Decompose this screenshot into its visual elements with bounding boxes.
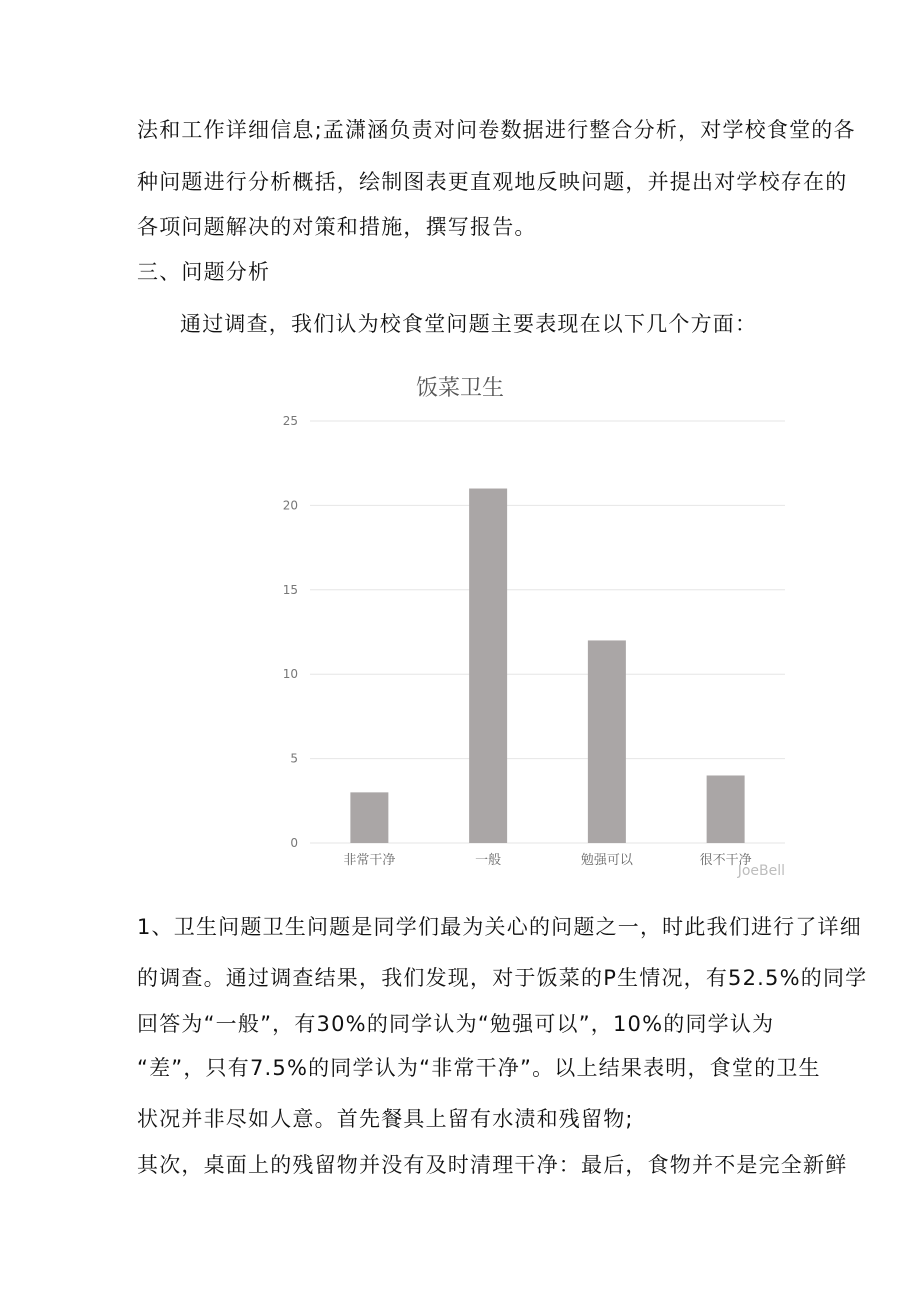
bar-chart bbox=[260, 365, 800, 885]
bar bbox=[588, 640, 626, 843]
y-tick-label: 5 bbox=[290, 751, 298, 766]
bar bbox=[350, 792, 388, 843]
x-tick-label: 勉强可以 bbox=[580, 853, 633, 868]
paragraph-line: 1、卫生问题卫生问题是同学们最为关心的问题之一，时此我们进行了详细 bbox=[137, 915, 862, 939]
paragraph-line: 状况并非尽如人意。首先餐具上留有水渍和残留物; bbox=[137, 1107, 634, 1131]
paragraph-line: 各项问题解决的对策和措施，撰写报告。 bbox=[137, 215, 537, 239]
x-tick-label: 一般 bbox=[475, 853, 502, 868]
y-tick-label: 25 bbox=[282, 414, 298, 428]
y-tick-label: 0 bbox=[290, 836, 298, 850]
y-tick-label: 20 bbox=[282, 498, 298, 513]
chart-bars bbox=[350, 489, 744, 843]
intro-text: 通过调查，我们认为校食堂问题主要表现在以下几个方面： bbox=[180, 312, 758, 336]
paragraph-line: 的调查。通过调查结果，我们发现，对于饭菜的P生情况，有52.5%的同学 bbox=[137, 966, 868, 990]
bar bbox=[469, 489, 507, 843]
x-tick-label: 很不干净 bbox=[699, 853, 752, 868]
paragraph-line: “差”，只有7.5%的同学认为“非常干净”。以上结果表明，食堂的卫生 bbox=[137, 1056, 821, 1080]
section-heading: 三、问题分析 bbox=[137, 260, 271, 284]
paragraph-line: 其次，桌面上的残留物并没有及时清理干净：最后，食物并不是完全新鲜 bbox=[137, 1153, 848, 1177]
paragraph-line: 种问题进行分析概括，绘制图表更直观地反映问题，并提出对学校存在的 bbox=[137, 170, 848, 194]
chart-title: 饭菜卫生 bbox=[415, 376, 505, 401]
paragraph-line: 法和工作详细信息;孟潇涵负责对问卷数据进行整合分析，对学校食堂的各 bbox=[137, 118, 856, 142]
y-tick-label: 15 bbox=[282, 582, 298, 597]
y-tick-label: 10 bbox=[282, 667, 298, 682]
x-tick-label: 非常干净 bbox=[343, 853, 396, 868]
paragraph-line: 回答为“一般”，有30%的同学认为“勉强可以”，10%的同学认为 bbox=[137, 1012, 775, 1036]
bar bbox=[707, 775, 745, 843]
chart-svg bbox=[260, 365, 800, 885]
chart-watermark: JoeBell bbox=[737, 863, 785, 879]
